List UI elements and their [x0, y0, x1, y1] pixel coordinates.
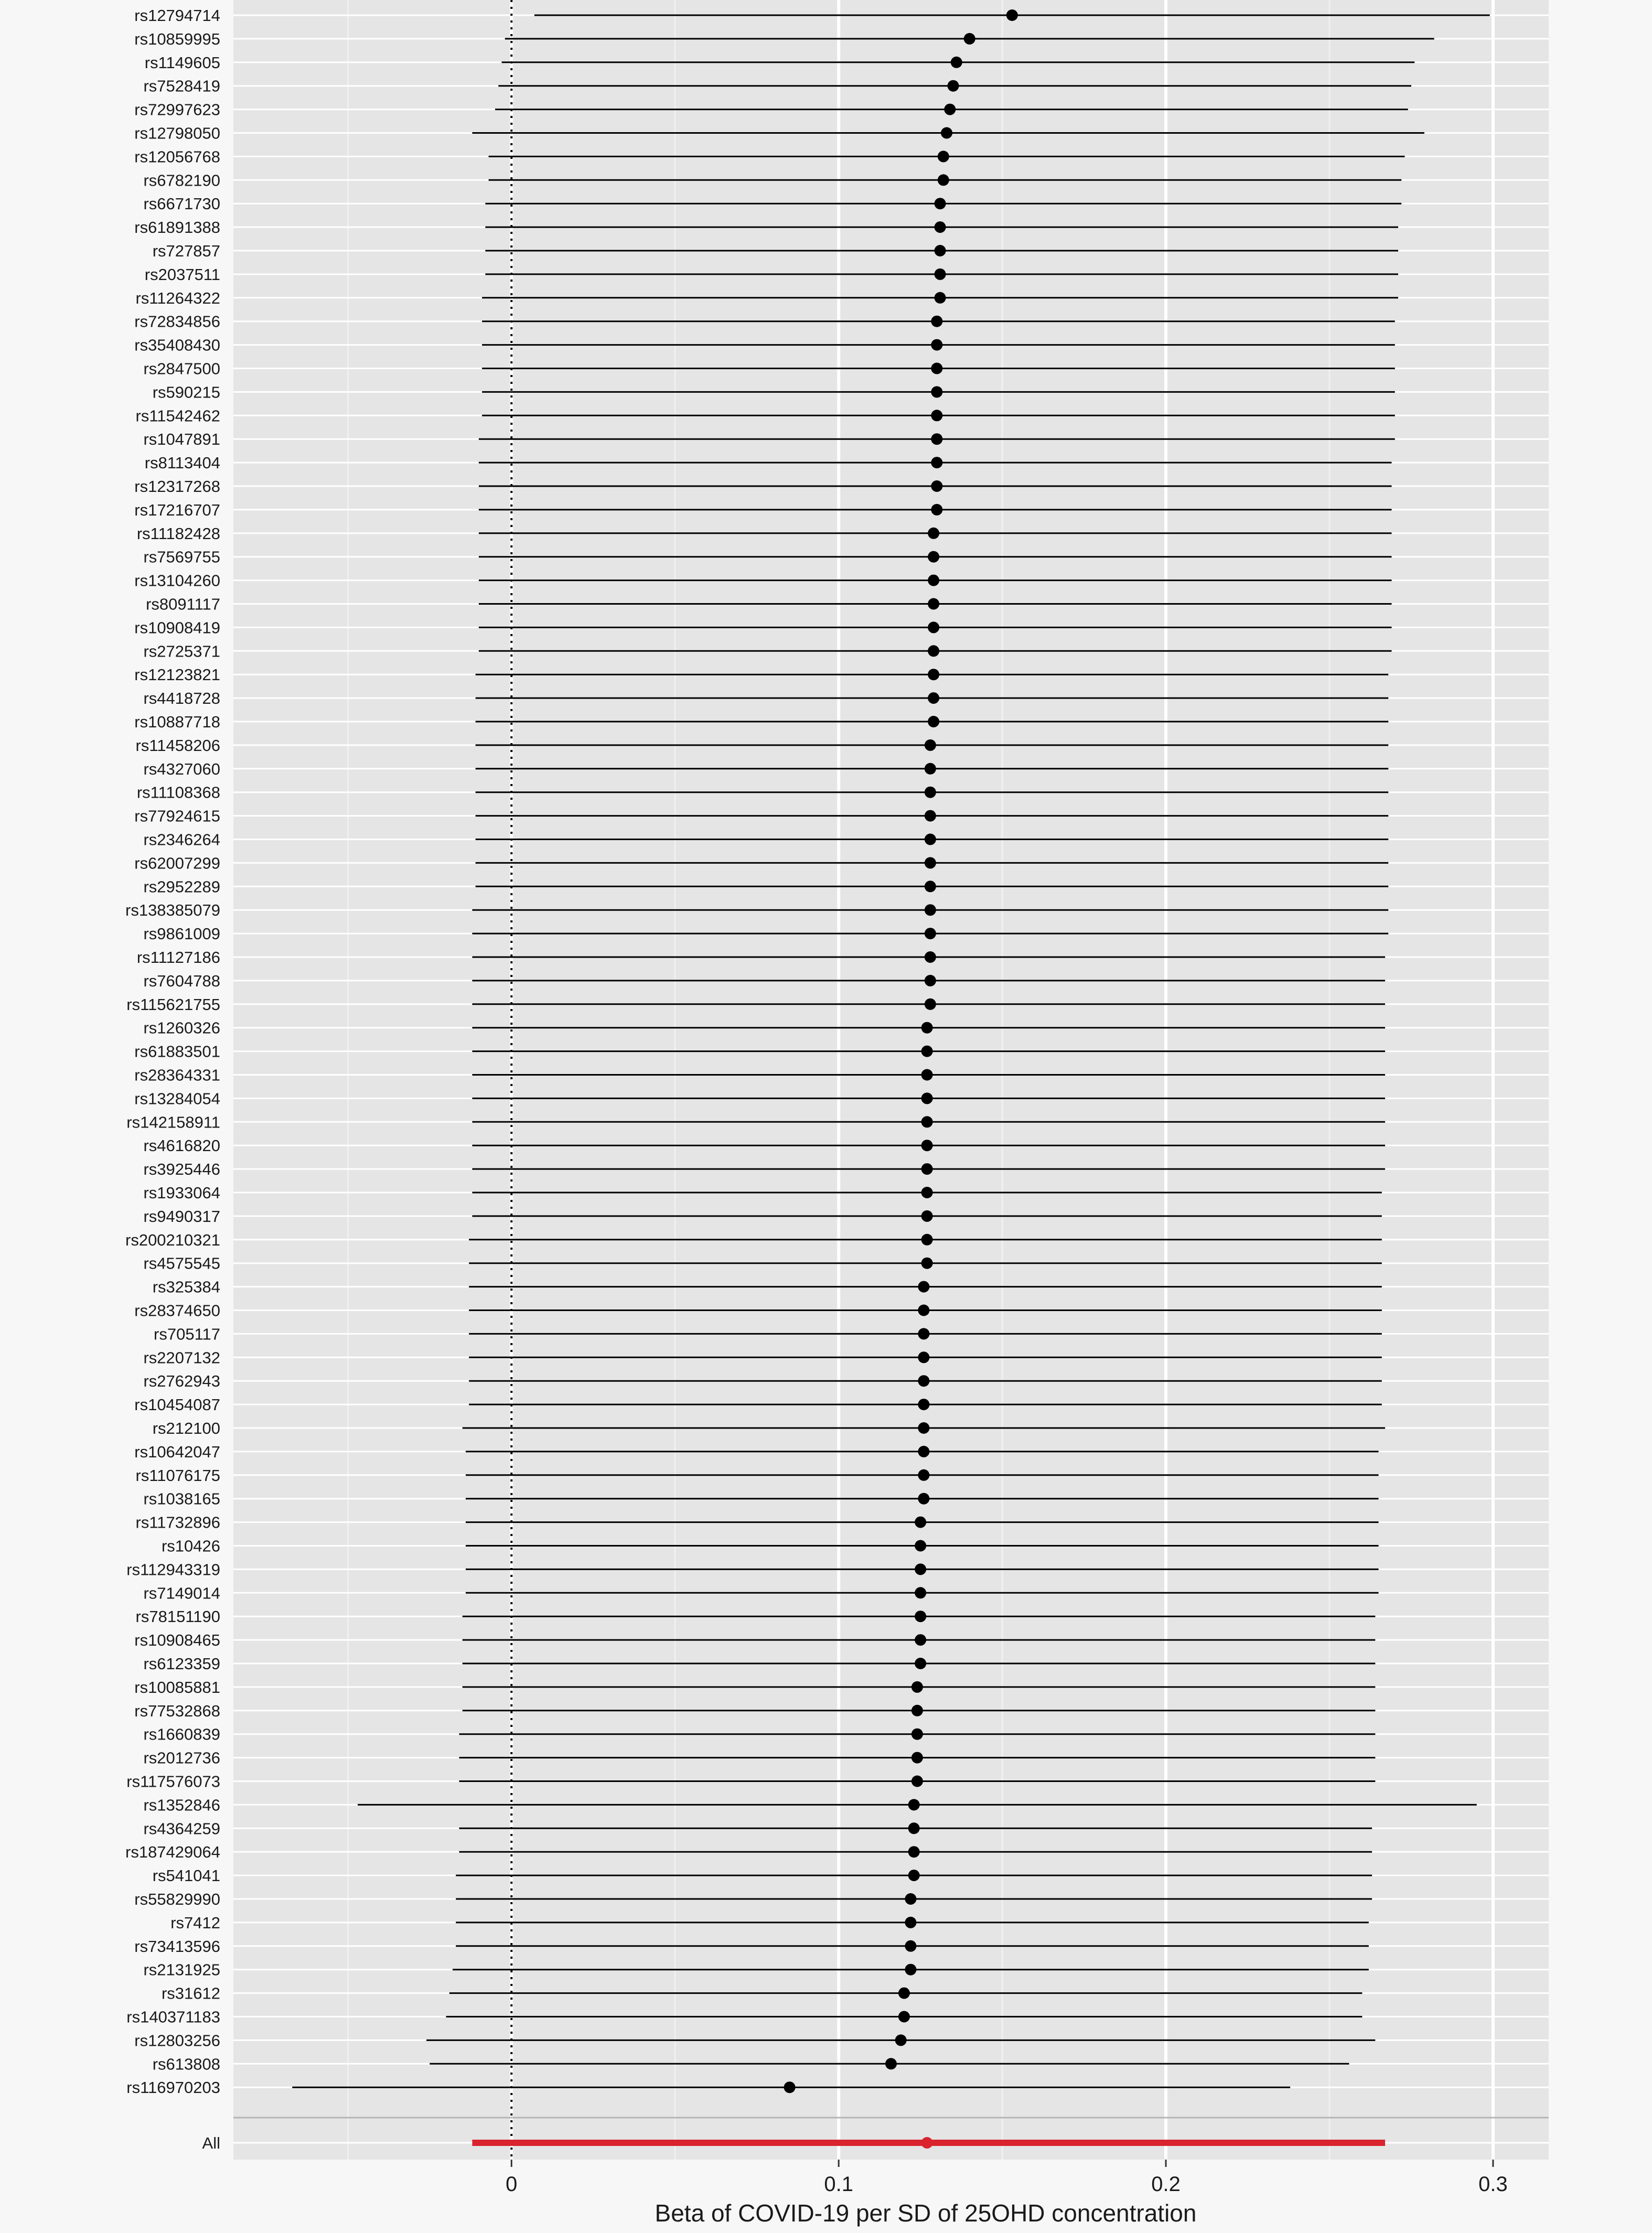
snp-label: rs2725371: [143, 642, 220, 661]
snp-label: rs6782190: [143, 171, 220, 190]
snp-label: rs116970203: [126, 2078, 220, 2097]
snp-label: rs187429064: [125, 1843, 220, 1862]
snp-label: rs10887718: [134, 713, 220, 731]
estimate-point: [918, 1469, 929, 1481]
estimate-point: [931, 480, 942, 492]
snp-label: rs12803256: [134, 2031, 220, 2050]
snp-label: rs325384: [152, 1277, 220, 1296]
snp-label: rs1047891: [143, 430, 220, 449]
snp-label: rs72834856: [134, 312, 220, 331]
estimate-point: [911, 1729, 923, 1740]
estimate-point: [921, 1046, 933, 1057]
snp-label: rs11458206: [135, 736, 220, 755]
estimate-point: [918, 1493, 929, 1505]
estimate-point: [931, 386, 942, 398]
snp-label: rs10085881: [134, 1678, 220, 1697]
snp-label: rs2952289: [143, 877, 220, 896]
snp-label: rs1660839: [143, 1725, 220, 1744]
estimate-point: [931, 457, 942, 468]
estimate-point: [911, 1705, 923, 1716]
estimate-point: [918, 1399, 929, 1410]
snp-label: rs9490317: [143, 1207, 220, 1226]
estimate-point: [921, 1234, 933, 1246]
snp-label: rs4418728: [143, 689, 220, 708]
estimate-point: [931, 339, 942, 351]
estimate-point: [915, 1563, 926, 1575]
snp-label: rs4327060: [143, 759, 220, 778]
estimate-point: [921, 1163, 933, 1175]
snp-label: rs590215: [152, 383, 220, 402]
snp-label: rs61891388: [134, 218, 220, 237]
estimate-point: [915, 1634, 926, 1646]
snp-label: rs10859995: [134, 29, 220, 48]
x-tick-label: 0: [506, 2173, 518, 2196]
snp-label: rs11127186: [136, 948, 220, 967]
estimate-point: [948, 80, 959, 92]
estimate-point: [905, 1917, 916, 1928]
estimate-point: [911, 1752, 923, 1764]
estimate-point: [918, 1328, 929, 1339]
snp-label: rs705117: [154, 1325, 220, 1344]
estimate-point: [921, 1210, 933, 1222]
estimate-point: [908, 1799, 920, 1810]
estimate-point: [911, 1776, 923, 1787]
estimate-point: [931, 504, 942, 516]
estimate-point: [928, 528, 939, 539]
estimate-point: [918, 1446, 929, 1457]
snp-label: rs11076175: [135, 1466, 220, 1485]
estimate-point: [905, 1893, 916, 1905]
estimate-point: [925, 810, 936, 822]
snp-label: rs115621755: [126, 995, 220, 1014]
estimate-point: [925, 999, 936, 1010]
estimate-point: [1006, 9, 1018, 21]
snp-label: rs7604788: [143, 971, 220, 990]
estimate-point: [944, 104, 956, 115]
snp-label: rs62007299: [134, 854, 220, 873]
estimate-point: [925, 904, 936, 916]
estimate-point: [918, 1375, 929, 1387]
estimate-point: [941, 127, 952, 139]
snp-label: rs1038165: [143, 1489, 220, 1508]
x-axis-label: Beta of COVID-19 per SD of 25OHD concentration: [655, 2199, 1197, 2227]
snp-label: rs7569755: [143, 547, 220, 566]
snp-label: rs7149014: [143, 1584, 220, 1603]
snp-label: rs13104260: [134, 571, 220, 590]
estimate-point: [921, 1092, 933, 1104]
snp-label: rs4575545: [143, 1254, 220, 1273]
estimate-point: [911, 1681, 923, 1693]
snp-label: rs28364331: [134, 1066, 220, 1085]
estimate-point: [925, 834, 936, 845]
estimate-point: [885, 2058, 897, 2069]
snp-label: rs17216707: [134, 500, 220, 519]
estimate-point: [921, 1069, 933, 1081]
estimate-point: [938, 174, 949, 186]
snp-label: rs8091117: [146, 595, 220, 614]
snp-label: rs55829990: [134, 1890, 220, 1908]
estimate-point: [784, 2081, 796, 2093]
snp-label: rs2207132: [143, 1348, 220, 1367]
summary-point: [921, 2137, 933, 2149]
x-tick-label: 0.1: [824, 2173, 853, 2196]
summary-label: All: [202, 2134, 220, 2152]
snp-label: rs3925446: [143, 1160, 220, 1179]
estimate-point: [925, 975, 936, 986]
estimate-point: [918, 1422, 929, 1434]
estimate-point: [915, 1540, 926, 1552]
snp-label: rs12798050: [134, 124, 220, 143]
snp-label: rs10426: [161, 1537, 220, 1555]
snp-label: rs35408430: [134, 336, 220, 355]
estimate-point: [918, 1281, 929, 1293]
snp-label: rs6123359: [143, 1655, 220, 1673]
snp-label: rs1352846: [143, 1796, 220, 1815]
estimate-point: [925, 951, 936, 963]
estimate-point: [935, 245, 946, 256]
snp-label: rs12317268: [134, 477, 220, 496]
estimate-point: [918, 1351, 929, 1363]
snp-label: rs12123821: [134, 665, 220, 684]
estimate-point: [908, 1822, 920, 1834]
estimate-point: [921, 1258, 933, 1269]
estimate-point: [928, 598, 939, 610]
snp-label: rs9861009: [143, 925, 220, 943]
estimate-point: [925, 881, 936, 892]
snp-label: rs8113404: [144, 454, 220, 473]
snp-label: rs140371183: [126, 2007, 220, 2026]
estimate-point: [908, 1846, 920, 1858]
estimate-point: [928, 551, 939, 563]
snp-label: rs2037511: [144, 265, 220, 284]
estimate-point: [925, 739, 936, 751]
snp-label: rs613808: [152, 2055, 220, 2074]
estimate-point: [928, 716, 939, 727]
estimate-point: [938, 151, 949, 162]
estimate-point: [921, 1022, 933, 1034]
snp-label: rs28374650: [134, 1301, 220, 1320]
x-tick-label: 0.2: [1151, 2173, 1181, 2196]
estimate-point: [918, 1305, 929, 1316]
estimate-point: [935, 292, 946, 304]
snp-label: rs77532868: [134, 1701, 220, 1720]
estimate-point: [895, 2034, 907, 2046]
snp-label: rs7528419: [143, 77, 220, 95]
snp-label: rs78151190: [135, 1607, 220, 1626]
estimate-point: [925, 787, 936, 798]
estimate-point: [921, 1116, 933, 1128]
estimate-point: [915, 1658, 926, 1669]
estimate-point: [925, 928, 936, 939]
estimate-point: [931, 433, 942, 445]
estimate-point: [928, 645, 939, 657]
snp-label: rs4616820: [143, 1136, 220, 1155]
snp-label: rs138385079: [125, 901, 220, 920]
snp-label: rs31612: [161, 1984, 220, 2003]
snp-label: rs727857: [152, 242, 220, 260]
snp-label: rs200210321: [125, 1230, 220, 1249]
estimate-point: [951, 57, 962, 68]
snp-label: rs541041: [152, 1866, 220, 1885]
estimate-point: [921, 1140, 933, 1151]
estimate-point: [915, 1611, 926, 1622]
estimate-point: [928, 621, 939, 633]
snp-label: rs1933064: [143, 1184, 220, 1202]
estimate-point: [905, 1964, 916, 1976]
snp-label: rs10908465: [134, 1631, 220, 1650]
estimate-point: [931, 410, 942, 421]
estimate-point: [898, 2011, 910, 2023]
snp-label: rs2847500: [143, 359, 220, 378]
plot-panel: [233, 0, 1549, 2160]
estimate-point: [908, 1870, 920, 1881]
snp-label: rs10908419: [134, 618, 220, 637]
snp-label: rs11542462: [135, 406, 220, 425]
estimate-point: [935, 269, 946, 280]
estimate-point: [898, 1988, 910, 1999]
snp-label: rs117576073: [126, 1772, 220, 1791]
estimate-point: [931, 363, 942, 374]
snp-label: rs10454087: [134, 1395, 220, 1414]
snp-label: rs2762943: [143, 1372, 220, 1391]
snp-label: rs13284054: [134, 1089, 220, 1108]
estimate-point: [905, 1940, 916, 1952]
snp-label: rs212100: [152, 1419, 220, 1437]
estimate-point: [935, 221, 946, 233]
estimate-point: [928, 575, 939, 586]
snp-label: rs12794714: [134, 6, 220, 25]
estimate-point: [925, 857, 936, 868]
snp-label: rs142158911: [126, 1113, 220, 1132]
snp-label: rs4364259: [143, 1819, 220, 1838]
snp-label: rs12056768: [134, 147, 220, 166]
snp-label: rs2131925: [143, 1960, 220, 1979]
snp-label: rs1260326: [143, 1018, 220, 1037]
estimate-point: [925, 763, 936, 775]
snp-label: rs77924615: [134, 807, 220, 825]
snp-label: rs6671730: [143, 195, 220, 213]
snp-label: rs72997623: [134, 100, 220, 119]
snp-label: rs11108368: [136, 783, 220, 802]
snp-label: rs2012736: [143, 1748, 220, 1767]
snp-label: rs61883501: [134, 1042, 220, 1061]
estimate-point: [915, 1587, 926, 1598]
estimate-point: [928, 692, 939, 704]
estimate-point: [915, 1517, 926, 1528]
estimate-point: [921, 1187, 933, 1198]
x-axis: [506, 2160, 1508, 2196]
estimate-point: [935, 198, 946, 209]
snp-label: rs7412: [170, 1913, 220, 1932]
snp-label: rs10642047: [134, 1442, 220, 1461]
snp-label: rs112943319: [126, 1560, 220, 1579]
x-tick-label: 0.3: [1478, 2173, 1508, 2196]
snp-label: rs11264322: [135, 288, 220, 307]
snp-label: rs11182428: [136, 524, 220, 543]
snp-label: rs11732896: [135, 1513, 220, 1532]
estimate-point: [931, 316, 942, 327]
snp-label: rs73413596: [134, 1937, 220, 1956]
snp-label: rs1149605: [144, 53, 220, 72]
estimate-point: [928, 669, 939, 680]
estimate-point: [964, 33, 975, 45]
snp-label: rs2346264: [143, 830, 220, 849]
